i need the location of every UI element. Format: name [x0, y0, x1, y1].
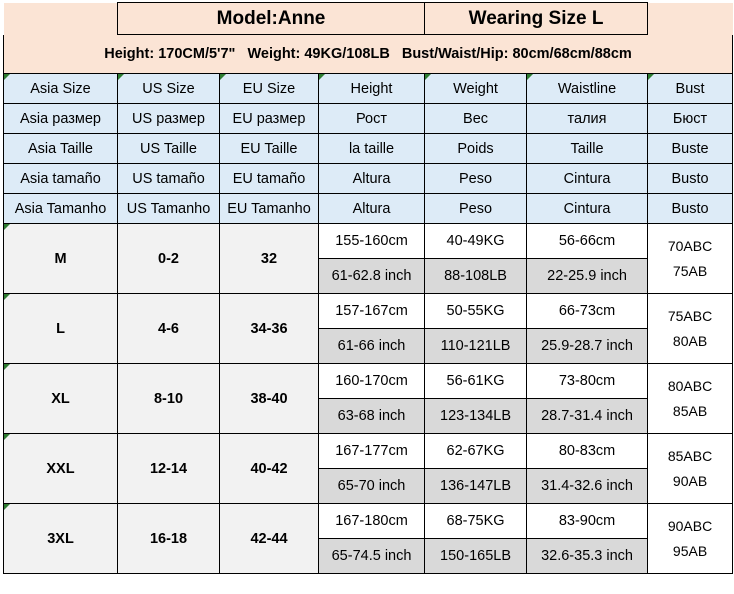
bust-cell: [648, 224, 733, 294]
header-us-size: US размер: [118, 104, 220, 134]
height-inch-cell: 61-62.8 inch: [319, 259, 425, 294]
height-cm-cell: 160-170cm: [319, 364, 425, 399]
header-waistline: талия: [527, 104, 648, 134]
header-bust: Busto: [648, 194, 733, 224]
bust-cell: [648, 294, 733, 364]
header-row: [4, 194, 733, 224]
size-table: [3, 2, 733, 574]
header-eu-size: EU tamaño: [220, 164, 319, 194]
weight-kg-cell: 40-49KG: [425, 224, 527, 259]
header-waistline: Cintura: [527, 164, 648, 194]
height-cm-cell: 167-180cm: [319, 504, 425, 539]
height-inch-cell: 63-68 inch: [319, 399, 425, 434]
size-row-metric: [4, 294, 733, 329]
weight-lb-cell: 136-147LB: [425, 469, 527, 504]
header-weight: Peso: [425, 164, 527, 194]
bust-value-2: 95AB: [672, 542, 708, 559]
size-row-metric: [4, 434, 733, 469]
eu-size-cell: 32: [220, 224, 319, 294]
header-weight: Poids: [425, 134, 527, 164]
model-stats: [4, 35, 733, 74]
us-size-cell: 8-10: [118, 364, 220, 434]
header-height: Altura: [319, 164, 425, 194]
bust-value-2: 90AB: [672, 472, 708, 489]
size-row-metric: [4, 364, 733, 399]
header-asia-size: Asia Taille: [4, 134, 118, 164]
waist-inch-cell: 32.6-35.3 inch: [527, 539, 648, 574]
bust-value-1: 90ABC: [667, 517, 713, 534]
waist-cm-cell: 73-80cm: [527, 364, 648, 399]
weight-lb-cell: 150-165LB: [425, 539, 527, 574]
size-chart: [3, 2, 732, 592]
bust-value-2: 75AB: [672, 262, 708, 279]
header-us-size: US tamaño: [118, 164, 220, 194]
header-us-size: US Taille: [118, 134, 220, 164]
height-inch-cell: 65-74.5 inch: [319, 539, 425, 574]
header-eu-size: EU размер: [220, 104, 319, 134]
header-bust: Busto: [648, 164, 733, 194]
weight-lb-cell: 88-108LB: [425, 259, 527, 294]
height-inch-cell: 65-70 inch: [319, 469, 425, 504]
bust-value-2: 85AB: [672, 402, 708, 419]
weight-kg-cell: 68-75KG: [425, 504, 527, 539]
model-measurements: Bust/Waist/Hip: 80cm/68cm/88cm: [401, 46, 632, 62]
header-row: [4, 164, 733, 194]
asia-size-cell: XXL: [4, 434, 118, 504]
bust-cell: [648, 364, 733, 434]
height-cm-cell: 157-167cm: [319, 294, 425, 329]
eu-size-cell: 38-40: [220, 364, 319, 434]
spacer-left: [4, 3, 118, 35]
header-asia-size: Asia Size: [4, 74, 118, 104]
header-height: la taille: [319, 134, 425, 164]
asia-size-cell: M: [4, 224, 118, 294]
size-row-metric: [4, 504, 733, 539]
header-asia-size: Asia Tamanho: [4, 194, 118, 224]
header-row: [4, 104, 733, 134]
header-us-size: US Tamanho: [118, 194, 220, 224]
header-bust: Bust: [648, 74, 733, 104]
us-size-cell: 4-6: [118, 294, 220, 364]
header-eu-size: EU Tamanho: [220, 194, 319, 224]
asia-size-cell: XL: [4, 364, 118, 434]
eu-size-cell: 34-36: [220, 294, 319, 364]
bust-cell: [648, 504, 733, 574]
header-height: Height: [319, 74, 425, 104]
weight-kg-cell: 62-67KG: [425, 434, 527, 469]
eu-size-cell: 42-44: [220, 504, 319, 574]
header-bust: Бюст: [648, 104, 733, 134]
asia-size-cell: 3XL: [4, 504, 118, 574]
weight-kg-cell: 50-55KG: [425, 294, 527, 329]
header-height: Altura: [319, 194, 425, 224]
weight-lb-cell: 123-134LB: [425, 399, 527, 434]
header-asia-size: Asia размер: [4, 104, 118, 134]
waist-cm-cell: 80-83cm: [527, 434, 648, 469]
model-name: Model:Anne: [118, 3, 425, 35]
header-eu-size: EU Taille: [220, 134, 319, 164]
header-bust: Buste: [648, 134, 733, 164]
header-us-size: US Size: [118, 74, 220, 104]
bust-value-1: 85ABC: [667, 447, 713, 464]
bust-value-1: 75ABC: [667, 307, 713, 324]
height-inch-cell: 61-66 inch: [319, 329, 425, 364]
header-weight: Peso: [425, 194, 527, 224]
bust-cell: [648, 434, 733, 504]
us-size-cell: 12-14: [118, 434, 220, 504]
waist-inch-cell: 25.9-28.7 inch: [527, 329, 648, 364]
header-eu-size: EU Size: [220, 74, 319, 104]
header-row: [4, 74, 733, 104]
us-size-cell: 16-18: [118, 504, 220, 574]
header-height: Рост: [319, 104, 425, 134]
waist-inch-cell: 28.7-31.4 inch: [527, 399, 648, 434]
waist-cm-cell: 56-66cm: [527, 224, 648, 259]
weight-lb-cell: 110-121LB: [425, 329, 527, 364]
model-weight: Weight: 49KG/108LB: [247, 46, 390, 62]
height-cm-cell: 155-160cm: [319, 224, 425, 259]
header-row: [4, 134, 733, 164]
header-waistline: Cintura: [527, 194, 648, 224]
waist-cm-cell: 83-90cm: [527, 504, 648, 539]
bust-value-1: 70ABC: [667, 237, 713, 254]
height-cm-cell: 167-177cm: [319, 434, 425, 469]
header-waistline: Taille: [527, 134, 648, 164]
header-weight: Вес: [425, 104, 527, 134]
waist-cm-cell: 66-73cm: [527, 294, 648, 329]
header-waistline: Waistline: [527, 74, 648, 104]
us-size-cell: 0-2: [118, 224, 220, 294]
waist-inch-cell: 31.4-32.6 inch: [527, 469, 648, 504]
header-asia-size: Asia tamaño: [4, 164, 118, 194]
header-weight: Weight: [425, 74, 527, 104]
asia-size-cell: L: [4, 294, 118, 364]
model-height: Height: 170CM/5'7": [104, 46, 236, 62]
spacer-right: [648, 3, 733, 35]
waist-inch-cell: 22-25.9 inch: [527, 259, 648, 294]
bust-value-2: 80AB: [672, 332, 708, 349]
size-row-metric: [4, 224, 733, 259]
eu-size-cell: 40-42: [220, 434, 319, 504]
bust-value-1: 80ABC: [667, 377, 713, 394]
weight-kg-cell: 56-61KG: [425, 364, 527, 399]
wearing-size: Wearing Size L: [425, 3, 648, 35]
